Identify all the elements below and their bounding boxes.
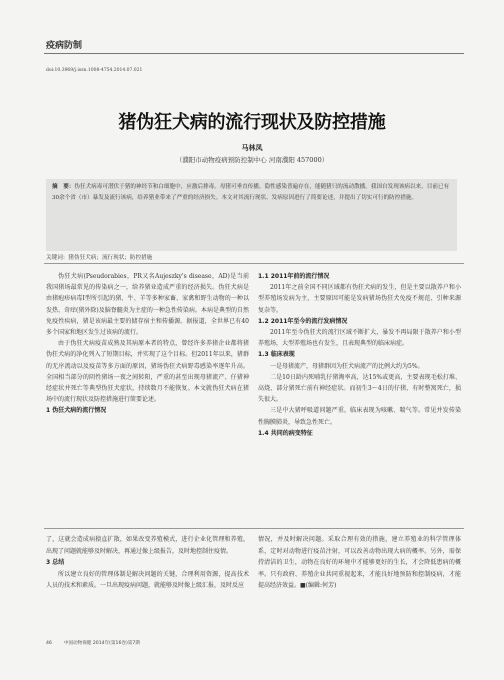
left-column <box>46 271 249 417</box>
abstract-box <box>46 179 457 251</box>
article-title: 猪伪狂犬病的流行现状及防控措施 <box>118 112 386 133</box>
doi-line[interactable]: doi:10.3969/j.issn.1008-4754.2014.07.021 <box>46 68 143 73</box>
abstract-rule <box>44 263 464 264</box>
section-heading-1: 1 伪狂犬病的流行情况 <box>46 407 107 415</box>
bottom-left-paragraph-2: 所以建立良好的管理体制是解决问题的关键，合理利用资源，提高技术人员的技术和素质。一旦出现疫病问题，就能够及时像上级汇报，及时反应 <box>46 570 249 590</box>
bottom-right-paragraph: 情况，并及时解决问题。采取合理有效的措施，建立养殖业的科学管理体系，定时对动物进行疫苗注射，可以改善动物出现大病的概率。另外，需保持清洁的卫生，动物在良好的环境中才能够更好的生长，才会降低患病的概率。只有政府、养殖企业共同重视起来，才能良好地预防和控制疫病，才能提高经济效益。■(编辑:何芳) <box>258 536 461 590</box>
page-footer <box>46 640 140 646</box>
right-column <box>258 271 461 439</box>
paragraph-1-1: 2011年之前全国不同区域都有伪狂犬病的发生，但是主要以散养户和小型养殖场发病为主，主要原因可能是发病猪场伪狂犬免疫不规范、引种来源复杂等。 <box>258 284 461 314</box>
intro-paragraph-2: 由于伪狂犬病疫苗成熟及其病原本者的特点，曾经许多养猪企业都将猪伪狂犬病的净化列入了短期目标，并实现了这个目标。但2011年以来，猪群的无序流动以及疫苗等多方面的原因，猪场伪狂犬病野毒感染率逐年升高。全国相当部分的阴性猪场一夜之间转阳，严重的甚至出现母猪流产、仔猪神经症状并死亡等典型伪狂犬症状，持续数月不能恢复。本文就伪狂犬病在猪场中的流行现状及防控措施进行简要论述。 <box>46 340 249 404</box>
subheading-1-2: 1.2 2011年至今的流行发病情况 <box>258 317 348 325</box>
section-label: 疫病防制 <box>46 41 83 51</box>
bottom-right-column <box>258 534 461 592</box>
paragraph-1-3b: 二是10日龄内死哺乳仔猪淘率高，达15%或更高，主要表现毛松打堆、高烧、部分猪死亡前有神经症状。而初生3～4日的仔猪，有时整窝死亡，损失很大。 <box>258 373 461 404</box>
intro-paragraph-1: 伪狂犬病(Pseudorabies，PR又名Aujeszky's disease，AD)是当前我国猪场最常见的传染病之一，给养猪业造成严重的经济损失。伪狂犬病是由猪疱疹病毒Ⅰ型所引起的猪、牛、羊等多种家畜、家禽和野生动物的一种以发热、奇痒(猪外除)及脑脊髓炎为主症的一种急性传染病。本病是典型的自然免疫性疾病，猪是该病最主要的储存宿主和传播源。据报道，全世界已有40多个国家和地区发生过该病的流行。 <box>46 273 249 337</box>
subheading-1-3: 1.3 临床表现 <box>258 351 295 359</box>
abstract-label: 摘 要： <box>52 184 75 190</box>
paragraph-1-3a: 一是母猪流产，母猪群因为狂犬病流产的比例大约为5%。 <box>270 362 424 370</box>
subheading-1-4: 1.4 共同的病变特征 <box>258 429 313 437</box>
author-affiliation: （濮阳市动物疫病预防控制中心 河南濮阳 457000） <box>175 156 329 164</box>
bottom-left-paragraph-1: 了，这就会造成病猿直扩散，如果改变养殖模式，进行企业化管理和养殖，出现了问题就能够及时解决，再通过像上级报告，及时地控制住疫情。 <box>46 536 249 555</box>
page-break-rule <box>44 528 464 529</box>
bottom-left-column <box>46 534 249 592</box>
conclusion-heading: 3 总结 <box>46 559 65 567</box>
paragraph-1-3c: 三是中大猪呼吸道问题严重，临床表现为咳嗽、喘气等。常见并发传染性胸膜肺炎，导致急性死亡。 <box>258 407 461 426</box>
keywords: 关键词：猪伪狂犬病；流行现状；防控措施 <box>46 255 153 261</box>
journal-name: 中国动物保健 2014年(第16卷)第7期 <box>63 641 140 646</box>
page-number: 46 <box>46 641 52 646</box>
header-rule <box>44 53 464 54</box>
subheading-1-1: 1.1 2011年前的流行情况 <box>258 273 330 280</box>
paragraph-1-2: 2011年至今伪狂犬的流行区域不断扩大，暴发不再局限于散养户和小型养殖场，大型养殖场也有发生，且表现典型的临床病症。 <box>258 329 461 348</box>
author-name: 马林凤 <box>241 143 263 152</box>
abstract-text: 伪狂犬病毒可潜伏于猪的神经节和白细胞中，应激后排毒。母猪可垂直传播，隐性感染普遍存在，能随猪只的流动散播。我国自发现该病以来，目前已有30余个省（市）暴发及流行该病，给养猪业带来了严重的经济损失。本文对其流行现状、发病原因进行了简要论述，并提出了切实可行的防控措施。 <box>52 184 450 201</box>
